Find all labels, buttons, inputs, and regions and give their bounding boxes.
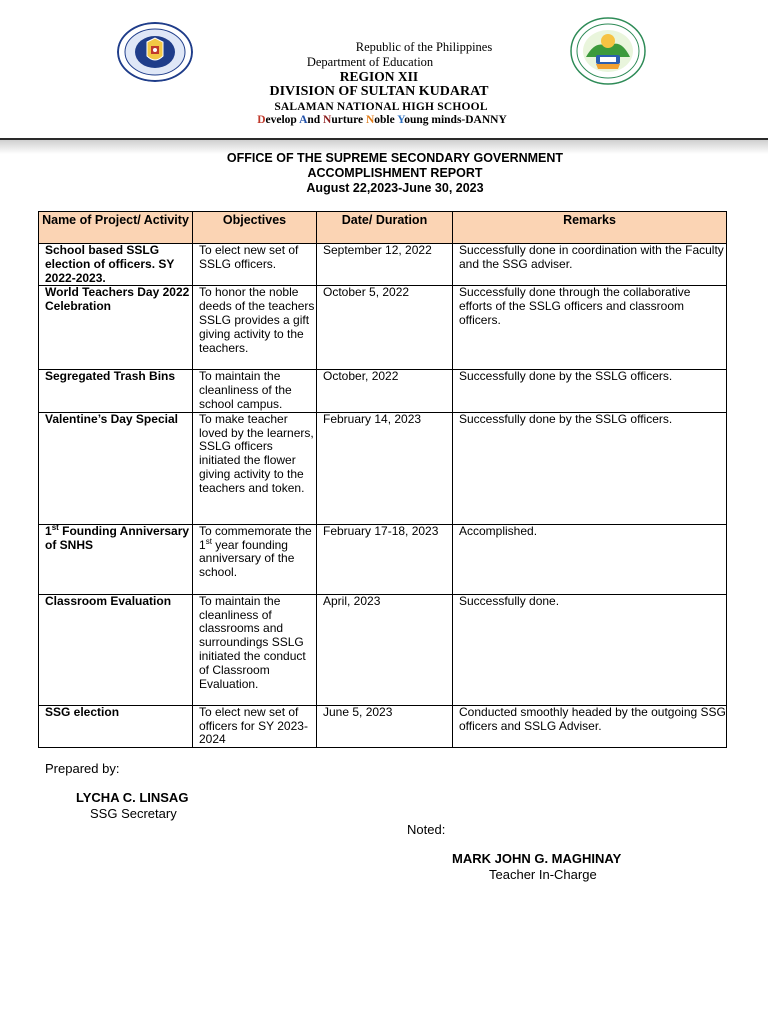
project-name: Valentine’s Day Special <box>39 412 193 524</box>
project-date: June 5, 2023 <box>317 705 453 747</box>
project-remarks: Successfully done through the collaborative efforts of the SSLG officers and classroom officers. <box>453 286 727 370</box>
project-name-number: 1 <box>45 524 52 538</box>
prepared-by-role: SSG Secretary <box>90 806 177 821</box>
letterhead-region: REGION XII <box>339 69 419 84</box>
project-date: February 17-18, 2023 <box>317 524 453 594</box>
project-objectives: To maintain the cleanliness of classrooms and surroundings SSLG initiated the conduct of Classroom Evaluation. <box>193 594 317 705</box>
table-row <box>39 244 727 286</box>
motto-initial: N <box>323 114 332 126</box>
project-name-ordinal: st <box>51 524 59 532</box>
letterhead <box>0 0 768 150</box>
accomplishment-table <box>38 211 727 748</box>
table-row <box>39 286 727 370</box>
noted-label: Noted: <box>407 822 446 837</box>
report-office-title: OFFICE OF THE SUPREME SECONDARY GOVERNMENT <box>226 151 564 165</box>
project-objectives: To make teacher loved by the learners, SSLG officers initiated the flower giving activity to the teachers and token. <box>193 412 317 524</box>
motto-initial: A <box>299 114 308 126</box>
letterhead-division: DIVISION OF SULTAN KUDARAT <box>269 84 489 99</box>
project-name: SSG election <box>39 705 193 747</box>
project-objectives <box>193 524 317 594</box>
header-date: Date/ Duration <box>317 212 453 244</box>
prepared-by-label: Prepared by: <box>45 761 120 776</box>
table-row <box>39 412 727 524</box>
project-remarks: Accomplished. <box>453 524 727 594</box>
motto-initial: Y <box>397 114 405 126</box>
letterhead-school: SALAMAN NATIONAL HIGH SCHOOL <box>274 101 488 113</box>
project-remarks: Successfully done by the SSLG officers. <box>453 370 727 412</box>
noted-by-name: MARK JOHN G. MAGHINAY <box>452 851 622 866</box>
project-remarks: Successfully done by the SSLG officers. <box>453 412 727 524</box>
table-row <box>39 370 727 412</box>
table-row <box>39 705 727 747</box>
project-name: Segregated Trash Bins <box>39 370 193 412</box>
motto-text: oble <box>374 114 398 126</box>
project-objectives: To elect new set of SSLG officers. <box>193 244 317 286</box>
prepared-by-name: LYCHA C. LINSAG <box>76 790 189 805</box>
project-remarks: Conducted smoothly headed by the outgoing SSG officers and SSLG Adviser. <box>453 705 727 747</box>
table-row <box>39 524 727 594</box>
objective-text: To commemorate the 1 <box>199 524 312 552</box>
noted-by-role: Teacher In-Charge <box>489 867 597 882</box>
table-header-row <box>39 212 727 244</box>
project-date: February 14, 2023 <box>317 412 453 524</box>
project-name: School based SSLG election of officers. SY 2022-2023. <box>39 244 193 286</box>
header-objectives: Objectives <box>193 212 317 244</box>
objective-ordinal: st <box>205 536 212 546</box>
header-project: Name of Project/ Activity <box>39 212 193 244</box>
project-name: World Teachers Day 2022 Celebration <box>39 286 193 370</box>
motto-text: urture <box>331 114 366 126</box>
project-date: April, 2023 <box>317 594 453 705</box>
project-name-rest: Founding Anniversary of SNHS <box>45 524 190 552</box>
project-remarks: Successfully done in coordination with the Faculty and the SSG adviser. <box>453 244 727 286</box>
report-period: August 22,2023-June 30, 2023 <box>306 181 484 195</box>
letterhead-republic: Republic of the Philippines <box>355 40 493 54</box>
project-date: September 12, 2022 <box>317 244 453 286</box>
project-remarks: Successfully done. <box>453 594 727 705</box>
motto-text: nd <box>307 114 324 126</box>
project-objectives: To elect new set of officers for SY 2023-2024 <box>193 705 317 747</box>
letterhead-department: Department of Education <box>306 55 434 69</box>
project-objectives: To honor the noble deeds of the teachers SSLG provides a gift giving activity to the teachers. <box>193 286 317 370</box>
project-date: October 5, 2022 <box>317 286 453 370</box>
motto-initial: N <box>365 114 375 126</box>
motto-initial: D <box>257 114 266 126</box>
table-row <box>39 594 727 705</box>
school-motto <box>0 114 768 126</box>
motto-text: oung minds-DANNY <box>404 114 507 126</box>
objective-text: year founding anniversary of the school. <box>199 537 295 580</box>
project-date: October, 2022 <box>317 370 453 412</box>
project-objectives: To maintain the cleanliness of the school campus. <box>193 370 317 412</box>
project-name: Classroom Evaluation <box>39 594 193 705</box>
project-name <box>39 524 193 594</box>
report-title: ACCOMPLISHMENT REPORT <box>307 166 483 180</box>
header-remarks: Remarks <box>453 212 727 244</box>
motto-text: evelop <box>265 114 300 126</box>
